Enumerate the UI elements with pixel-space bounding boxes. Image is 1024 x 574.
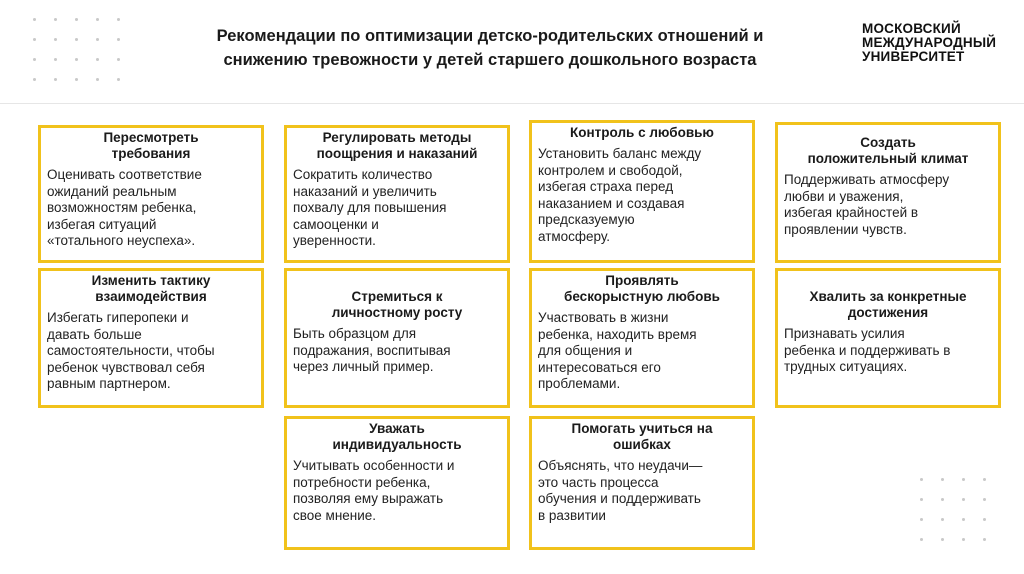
- card-text: Поддерживать атмосферу любви и уважения, избегая крайностей в проявлении чувств.: [784, 172, 950, 237]
- card-text: Признавать усилия ребенка и поддерживать в трудных ситуациях.: [784, 326, 951, 374]
- logo-line-1: МОСКОВСКИЙ: [862, 21, 961, 36]
- page-title-line-2: снижению тревожности у детей старшего дошкольного возраста: [223, 51, 757, 69]
- card-heading: Регулировать методы поощрения и наказаний: [316, 130, 478, 161]
- card-heading: Проявлять бескорыстную любовь: [564, 273, 720, 304]
- card-revise-requirements: [38, 125, 264, 263]
- card-text: Быть образцом для подражания, воспитывая через личный пример.: [293, 326, 451, 374]
- page-title-line-1: Рекомендации по оптимизации детско-родительских отношений и: [216, 27, 764, 45]
- card-learn-from-mistakes: [529, 416, 755, 550]
- card-heading: Помогать учиться на ошибках: [571, 421, 713, 452]
- header-divider: [0, 103, 1024, 104]
- card-regulate-methods: [284, 125, 510, 263]
- card-personal-growth: [284, 268, 510, 408]
- card-heading: Уважать индивидуальность: [332, 421, 462, 452]
- card-heading: Пересмотреть требования: [103, 130, 199, 161]
- card-selfless-love: [529, 268, 755, 408]
- card-text: Участвовать в жизни ребенка, находить время для общения и интересоваться его проблемами.: [538, 310, 697, 391]
- card-heading: Стремиться к личностному росту: [331, 289, 463, 320]
- card-praise-achievements: [775, 268, 1001, 408]
- page-title: [150, 24, 830, 72]
- card-control-with-love: [529, 120, 755, 263]
- card-text: Учитывать особенности и потребности ребенка, позволяя ему выражать свое мнение.: [293, 458, 455, 523]
- card-respect-individuality: [284, 416, 510, 550]
- logo-line-3: УНИВЕРСИТЕТ: [862, 49, 965, 64]
- logo-line-2: МЕЖДУНАРОДНЫЙ: [862, 35, 997, 50]
- card-heading: Хвалить за конкретные достижения: [809, 289, 967, 320]
- card-change-tactics: [38, 268, 264, 408]
- card-text: Установить баланс между контролем и свободой, избегая страха перед наказанием и создавая предсказуемую атмосферу.: [538, 146, 702, 244]
- card-positive-climate: [775, 122, 1001, 263]
- card-text: Оценивать соответствие ожиданий реальным возможностям ребенка, избегая ситуаций «тотального неуспеха».: [47, 167, 202, 248]
- card-text: Сократить количество наказаний и увеличить похвалу для повышения самооценки и уверенности.: [293, 167, 447, 248]
- card-heading: Изменить тактику взаимодействия: [91, 273, 211, 304]
- card-heading: Контроль с любовью: [570, 125, 714, 140]
- card-text: Объяснять, что неудачи— это часть процесса обучения и поддерживать в развитии: [538, 458, 703, 523]
- decorative-dot-grid-bottom-right: [920, 478, 987, 541]
- card-heading: Создать положительный климат: [807, 135, 969, 166]
- card-text: Избегать гиперопеки и давать больше самостоятельности, чтобы ребенок чувствовал себя равным партнером.: [47, 310, 215, 391]
- university-logo: [862, 22, 1012, 64]
- decorative-dot-grid-top-left: [33, 18, 121, 81]
